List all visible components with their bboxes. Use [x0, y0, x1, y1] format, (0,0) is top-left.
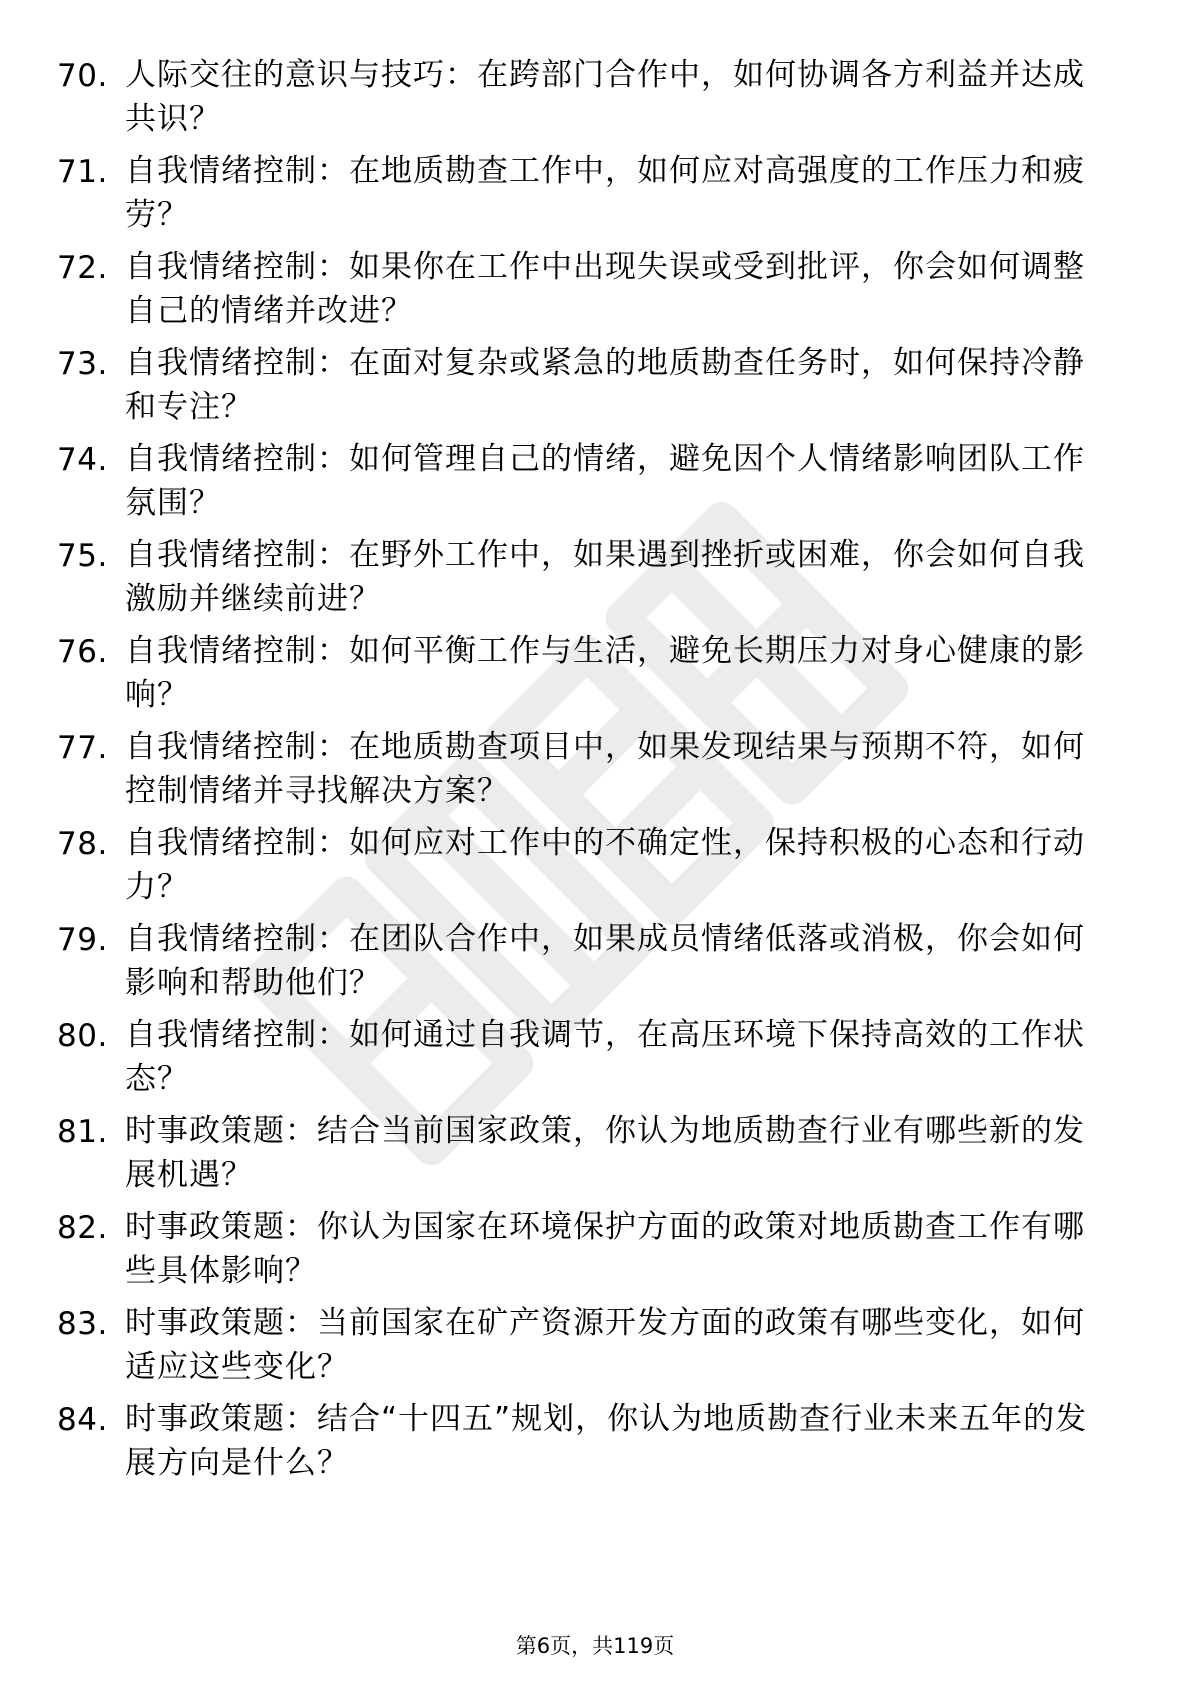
question-text: 自我情绪控制：在地质勘查工作中，如何应对高强度的工作压力和疲劳？ [125, 153, 1085, 233]
question-text: 自我情绪控制：在团队合作中，如果成员情绪低落或消极，你会如何影响和帮助他们？ [125, 921, 1085, 1001]
question-number: 73. [57, 346, 108, 382]
question-item [0, 56, 1190, 146]
question-text: 自我情绪控制：在地质勘查项目中，如果发现结果与预期不符，如何控制情绪并寻找解决方案？ [125, 729, 1085, 809]
question-item [0, 1016, 1190, 1106]
question-text: 时事政策题：结合“十四五”规划，你认为地质勘查行业未来五年的发展方向是什么？ [125, 1401, 1088, 1481]
question-text: 时事政策题：当前国家在矿产资源开发方面的政策有哪些变化，如何适应这些变化？ [125, 1305, 1085, 1385]
question-text: 自我情绪控制：如果你在工作中出现失误或受到批评，你会如何调整自己的情绪并改进？ [125, 249, 1085, 329]
question-number: 80. [57, 1018, 108, 1054]
question-number: 71. [57, 154, 108, 190]
question-item [0, 536, 1190, 626]
question-text: 自我情绪控制：在野外工作中，如果遇到挫折或困难，你会如何自我激励并继续前进？ [125, 537, 1085, 617]
question-text: 人际交往的意识与技巧：在跨部门合作中，如何协调各方利益并达成共识？ [125, 57, 1085, 137]
question-number: 83. [57, 1306, 108, 1342]
question-item [0, 632, 1190, 722]
question-item [0, 248, 1190, 338]
question-item [0, 1112, 1190, 1202]
page-footer [0, 1631, 1190, 1661]
question-number: 70. [57, 58, 108, 94]
question-text: 自我情绪控制：如何管理自己的情绪，避免因个人情绪影响团队工作氛围？ [125, 441, 1085, 521]
question-number: 81. [57, 1114, 108, 1150]
question-number: 75. [57, 538, 108, 574]
question-number: 74. [57, 442, 108, 478]
question-text: 自我情绪控制：在面对复杂或紧急的地质勘查任务时，如何保持冷静和专注？ [125, 345, 1085, 425]
question-number: 77. [57, 730, 108, 766]
question-number: 72. [57, 250, 108, 286]
question-number: 84. [57, 1402, 108, 1438]
question-item [0, 1208, 1190, 1298]
question-text: 自我情绪控制：如何平衡工作与生活，避免长期压力对身心健康的影响？ [125, 633, 1085, 713]
question-text: 自我情绪控制：如何通过自我调节，在高压环境下保持高效的工作状态？ [125, 1017, 1085, 1097]
question-item [0, 1400, 1190, 1490]
question-item [0, 1304, 1190, 1394]
question-item [0, 824, 1190, 914]
question-item [0, 344, 1190, 434]
question-number: 82. [57, 1210, 108, 1246]
question-text: 自我情绪控制：如何应对工作中的不确定性，保持积极的心态和行动力？ [125, 825, 1085, 905]
question-text: 时事政策题：你认为国家在环境保护方面的政策对地质勘查工作有哪些具体影响？ [125, 1209, 1085, 1289]
question-item [0, 920, 1190, 1010]
question-item [0, 440, 1190, 530]
question-number: 79. [57, 922, 108, 958]
question-number: 78. [57, 826, 108, 862]
page-number-label: 第6页，共119页 [515, 1634, 675, 1658]
question-text: 时事政策题：结合当前国家政策，你认为地质勘查行业有哪些新的发展机遇？ [125, 1113, 1085, 1193]
question-item [0, 728, 1190, 818]
question-number: 76. [57, 634, 108, 670]
question-item [0, 152, 1190, 242]
